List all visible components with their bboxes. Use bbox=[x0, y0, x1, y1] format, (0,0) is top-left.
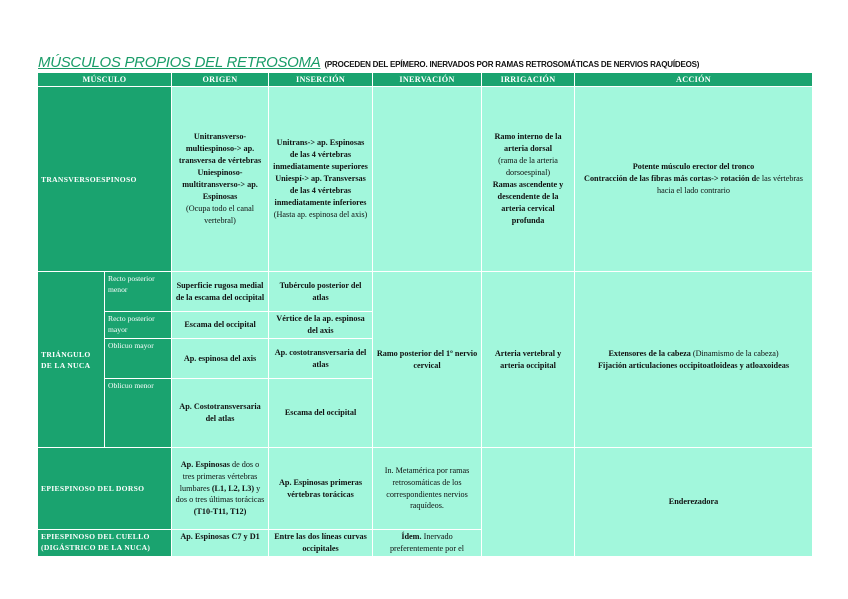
row-recto-posterior-menor bbox=[38, 272, 813, 312]
dorso-inervacion-text: In. Metamérica por ramas retrosomáticas de los correspondientes nervios raquídeos. bbox=[384, 465, 470, 511]
transverso-origen bbox=[172, 87, 269, 272]
transverso-inervacion bbox=[373, 87, 482, 272]
muscle-epiespinoso-dorso: EPIESPINOSO DEL DORSO bbox=[38, 448, 172, 530]
dorso-insercion bbox=[269, 448, 373, 530]
recto-mayor-insercion-text: Vértice de la ap. espinosa del axis bbox=[276, 314, 365, 335]
triangulo-name: TRIÁNGULO DE LA NUCA bbox=[41, 349, 91, 370]
page-title: MÚSCULOS PROPIOS DEL RETROSOMA bbox=[38, 54, 321, 71]
triangulo-inervacion-text: Ramo posterior del 1º nervio cervical bbox=[376, 348, 478, 370]
oblicuo-menor-origen bbox=[172, 379, 269, 448]
transverso-accion-2: Contracción de las fibras más cortas-> rotación d bbox=[584, 174, 757, 184]
triangulo-accion bbox=[575, 272, 813, 448]
page-subtitle: (PROCEDEN DEL EPÍMERO. INERVADOS POR RAMAS RETROSOMÁTICAS DE NERVIOS RAQUÍDEOS) bbox=[324, 60, 700, 69]
transverso-accion-1: Potente músculo erector del tronco bbox=[632, 162, 755, 172]
oblicuo-menor-insercion-text: Escama del occipital bbox=[284, 408, 357, 418]
row-epiespinoso-dorso bbox=[38, 448, 813, 530]
transverso-irrig-note: (rama de la arteria dorsoespinal) bbox=[498, 156, 558, 178]
transverso-accion-2b: e las vértebras hacia el lado contrario bbox=[657, 174, 803, 195]
oblicuo-mayor-origen bbox=[172, 339, 269, 379]
oblicuo-mayor-insercion bbox=[269, 339, 373, 379]
cuello-insercion bbox=[269, 530, 373, 557]
oblicuo-menor-insercion bbox=[269, 379, 373, 448]
triangulo-irrigacion bbox=[482, 272, 575, 448]
header-origen: ORIGEN bbox=[172, 73, 269, 87]
title-row bbox=[38, 54, 818, 72]
transverso-irrig-1: Ramo interno de la arteria dorsal bbox=[494, 132, 562, 154]
transverso-accion bbox=[575, 87, 813, 272]
header-row bbox=[38, 73, 813, 87]
cuello-inervacion-2: Inervado preferentemente por el bbox=[389, 532, 465, 553]
triangulo-accion-1: Extensores de la cabeza bbox=[608, 348, 691, 358]
muscle-epiespinoso-cuello: EPIESPINOSO DEL CUELLO (DIGÁSTRICO DE LA NUCA) bbox=[38, 530, 172, 557]
transverso-irrigacion bbox=[482, 87, 575, 272]
triangulo-accion-1b: (Dinamismo de la cabeza) bbox=[690, 348, 779, 358]
sub-recto-posterior-menor: Recto posterior menor bbox=[105, 272, 172, 312]
header-insercion: INSERCIÓN bbox=[269, 73, 373, 87]
oblicuo-mayor-origen-text: Ap. espinosa del axis bbox=[183, 353, 257, 363]
recto-menor-insercion bbox=[269, 272, 373, 312]
recto-menor-insercion-text: Tubérculo posterior del atlas bbox=[279, 280, 362, 302]
dorso-origen-3: (L1, L2, L3) bbox=[211, 483, 255, 493]
dorso-origen-1: Ap. Espinosas bbox=[180, 459, 230, 469]
muscle-table bbox=[37, 72, 813, 557]
oblicuo-mayor-insercion-text: Ap. costotransversaria del atlas bbox=[274, 347, 367, 369]
recto-mayor-origen bbox=[172, 312, 269, 339]
dorso-origen-2: de dos o tres primeras vértebras lumbares bbox=[179, 459, 260, 493]
transverso-irrig-2: Ramas ascendente y descendente de la arteria cervical profunda bbox=[492, 180, 564, 225]
cuello-inervacion bbox=[373, 530, 482, 557]
epi-accion-text: Enderezadora bbox=[668, 496, 719, 506]
sub-recto-posterior-mayor: Recto posterior mayor bbox=[105, 312, 172, 339]
recto-mayor-origen-text: Escama del occipital bbox=[184, 320, 256, 330]
triangulo-inervacion bbox=[373, 272, 482, 448]
dorso-insercion-text: Ap. Espinosas primeras vértebras torácicas bbox=[279, 477, 363, 499]
cuello-origen-text: Ap. Espinosas C7 y D1 bbox=[180, 532, 260, 541]
transverso-origen-note: (Ocupa todo el canal vertebral) bbox=[186, 203, 254, 225]
transverso-origen-text: Unitransverso-multiespinoso-> ap. transversa de vértebras Uniespinoso-multitransverso-> ap. Espinosas bbox=[178, 132, 262, 201]
cuello-origen bbox=[172, 530, 269, 557]
row-transversoespinoso bbox=[38, 87, 813, 272]
triangulo-irrigacion-text: Arteria vertebral y arteria occipital bbox=[494, 348, 562, 370]
dorso-origen-5: (T10-T11, T12) bbox=[193, 507, 247, 517]
muscle-transversoespinoso: TRANSVERSOESPINOSO bbox=[38, 87, 172, 272]
header-musculo: MÚSCULO bbox=[38, 73, 172, 87]
transverso-insercion-text: Unitrans-> ap. Espinosas de las 4 vértebras inmediatamente superiores Uniespí-> ap. Transversas de las 4 vértebras inmediatamente inferiores bbox=[273, 138, 368, 207]
cuello-inervacion-1: Ídem. bbox=[401, 532, 422, 541]
dorso-origen-4: y dos o tres últimas torácicas bbox=[175, 483, 265, 505]
header-inervacion: INERVACIÓN bbox=[373, 73, 482, 87]
cuello-insercion-text: Entre las dos líneas curvas occipitales bbox=[274, 532, 367, 553]
sub-oblicuo-mayor: Oblicuo mayor bbox=[105, 339, 172, 379]
oblicuo-menor-origen-text: Ap. Costotransversaria del atlas bbox=[179, 402, 261, 423]
muscle-triangulo-nuca bbox=[38, 272, 105, 448]
epi-accion bbox=[575, 448, 813, 557]
header-irrigacion: IRRIGACIÓN bbox=[482, 73, 575, 87]
triangulo-accion-2: Fijación articulaciones occipitoatloideas y atloaxoideas bbox=[598, 360, 790, 370]
header-accion: ACCIÓN bbox=[575, 73, 813, 87]
sub-oblicuo-menor: Oblicuo menor bbox=[105, 379, 172, 448]
dorso-inervacion bbox=[373, 448, 482, 530]
dorso-origen bbox=[172, 448, 269, 530]
transverso-insercion-note: (Hasta ap. espinosa del axis) bbox=[273, 209, 368, 219]
recto-mayor-insercion bbox=[269, 312, 373, 339]
epi-irrigacion bbox=[482, 448, 575, 557]
recto-menor-origen-text: Superficie rugosa medial de la escama del occipital bbox=[175, 280, 265, 302]
recto-menor-origen bbox=[172, 272, 269, 312]
transverso-insercion bbox=[269, 87, 373, 272]
